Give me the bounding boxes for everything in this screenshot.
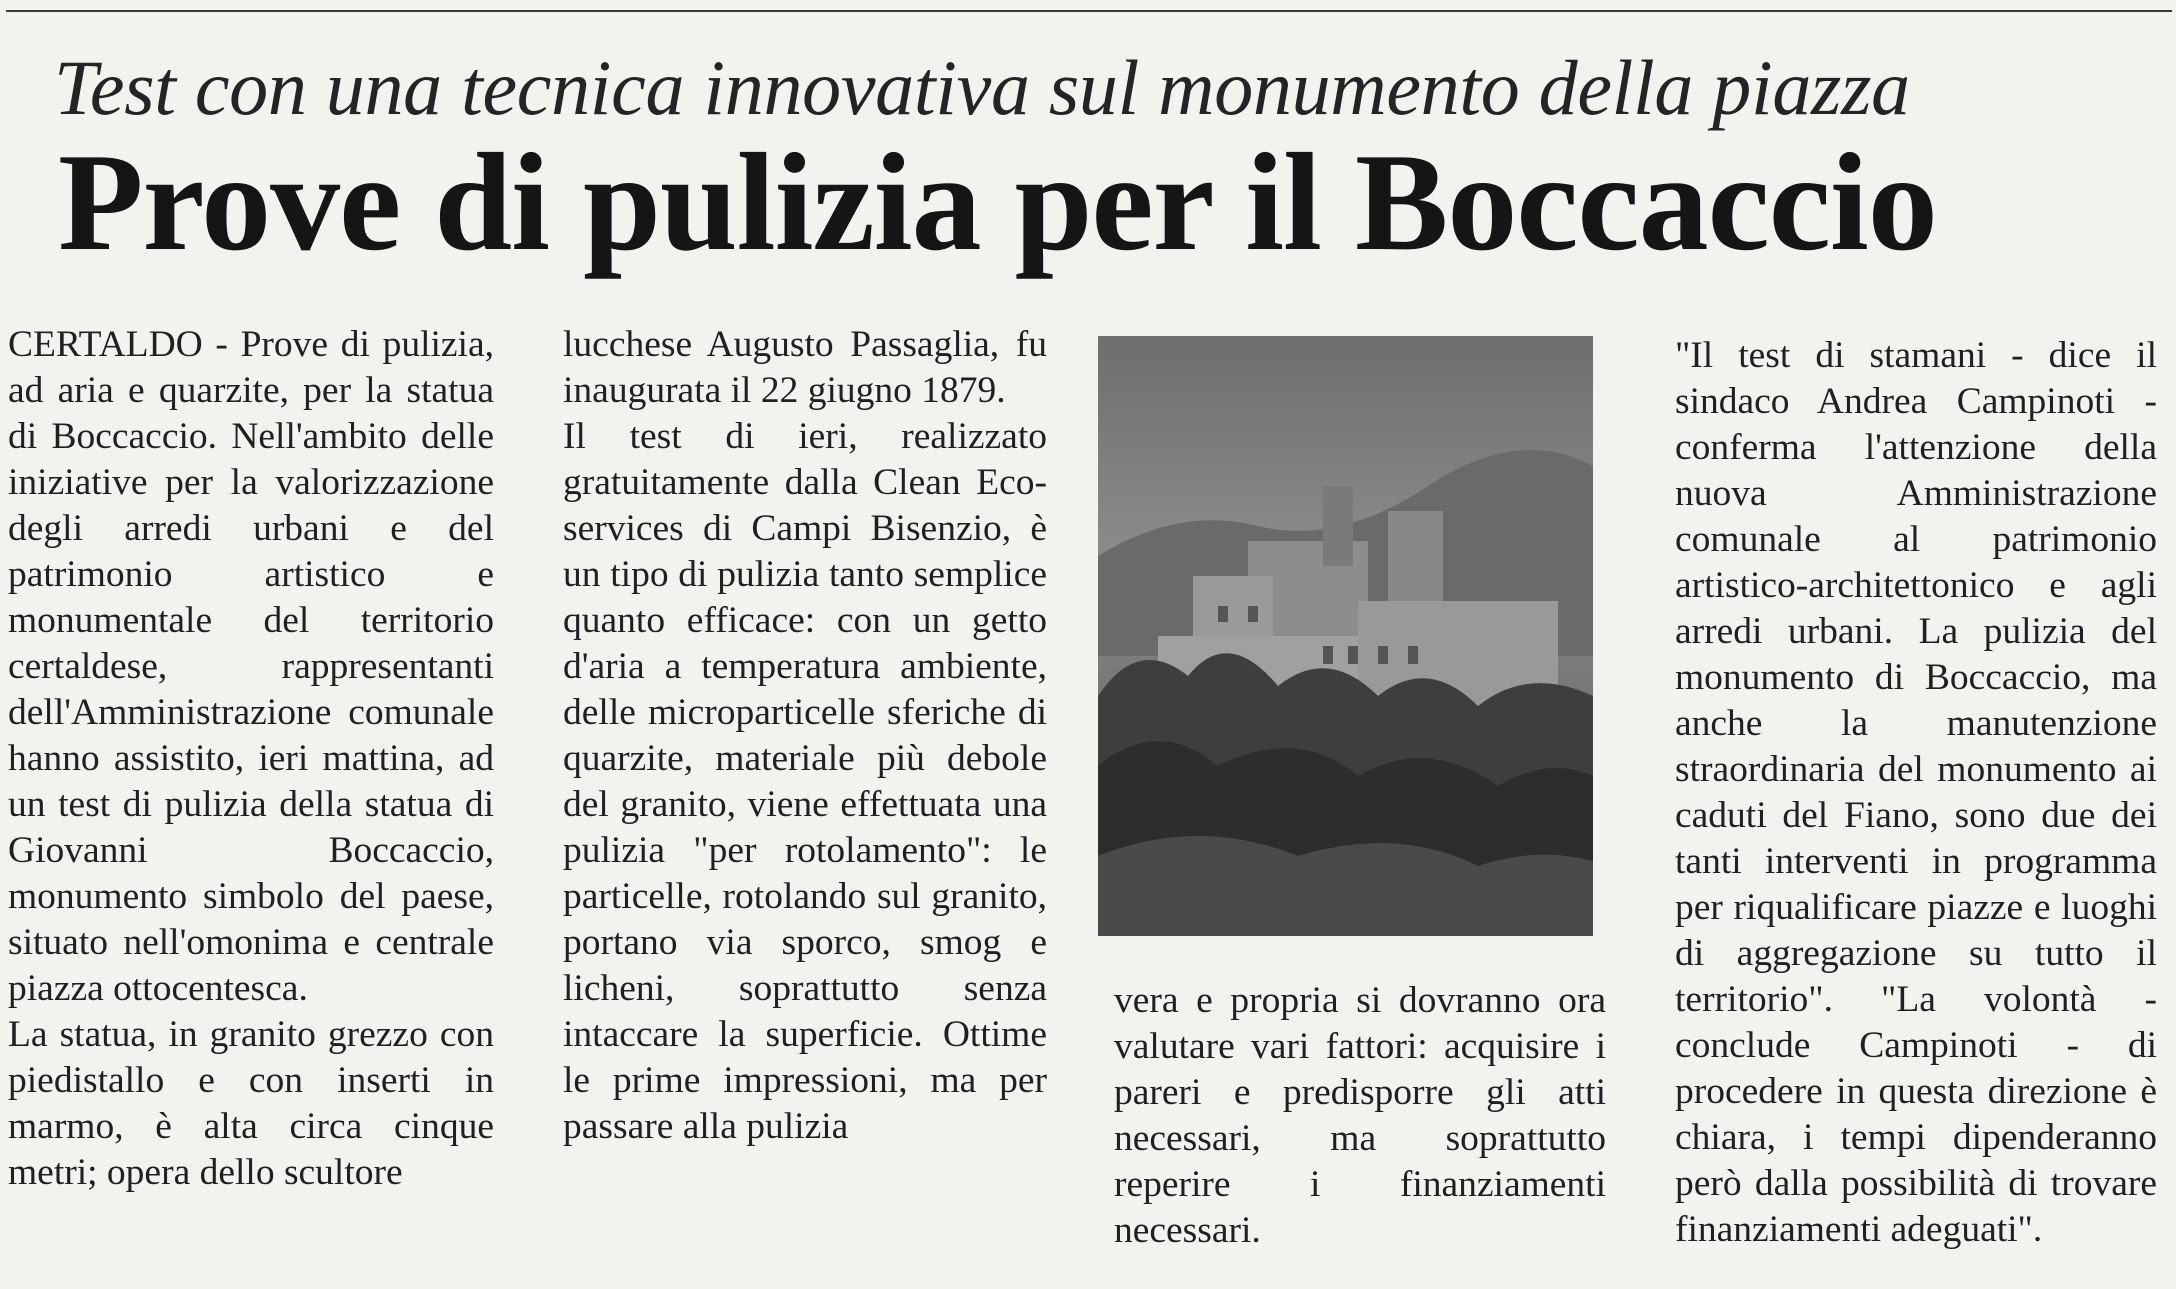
paragraph: "Il test di stamani - dice il sindaco Andrea Campinoti - conferma l'attenzione della nuova Amministrazione comunale al patrimonio artistico-architettonico e agli arredi urbani. La pulizia del monumento di Boccaccio, ma anche la manutenzione straordinaria del monumento ai caduti del Fiano, sono due dei tanti interventi in programma per riqualificare piazze e luoghi di aggregazione su tutto il territorio". "La volontà - conclude Campinoti - di procedere in questa direzione è chiara, i tempi dipenderanno però dalla possibilità di trovare finanziamenti adeguati". bbox=[1675, 335, 2157, 1250]
paragraph: Il test di ieri, realizzato gratuitamente dalla Clean Eco-services di Campi Bisenzio, è un tipo di pulizia tanto semplice quanto efficace: con un getto d'aria a temperatura ambiente, delle microparticelle sferiche di quarzite, materiale più debole del granito, viene effettuata una pulizia "per rotolamento": le particelle, rotolando sul granito, portano via sporco, smog e licheni, soprattutto senza intaccare la superficie. Ottime le prime impressioni, ma per passare alla pulizia bbox=[563, 416, 1047, 1147]
article-column-4 bbox=[1675, 333, 2157, 1253]
town-photo-image bbox=[1098, 336, 1593, 936]
top-rule bbox=[6, 10, 2172, 12]
article-headline: Prove di pulizia per il Boccaccio bbox=[58, 125, 1937, 280]
paragraph: vera e propria si dovranno ora valutare vari fattori: acquisire i pareri e predisporre gli atti necessari, ma soprattutto reperire i finanziamenti necessari. bbox=[1114, 980, 1606, 1251]
article-kicker: Test con una tecnica innovativa sul monumento della piazza bbox=[54, 44, 1910, 131]
paragraph: lucchese Augusto Passaglia, fu inaugurata il 22 giugno 1879. bbox=[563, 324, 1047, 411]
article-column-3 bbox=[1114, 978, 1606, 1254]
article-column-2 bbox=[563, 322, 1047, 1150]
paragraph: CERTALDO - Prove di pulizia, ad aria e quarzite, per la statua di Boccaccio. Nell'ambito delle iniziative per la valorizzazione degli arredi urbani e del patrimonio artistico e monumentale del territorio certaldese, rappresentanti dell'Amministrazione comunale hanno assistito, ieri mattina, ad un test di pulizia della statua di Giovanni Boccaccio, monumento simbolo del paese, situato nell'omonima e centrale piazza ottocentesca. bbox=[8, 324, 494, 1009]
article-column-1 bbox=[8, 322, 494, 1196]
article-photo bbox=[1098, 336, 1593, 936]
paragraph: La statua, in granito grezzo con piedistallo e con inserti in marmo, è alta circa cinque metri; opera dello scultore bbox=[8, 1014, 494, 1193]
